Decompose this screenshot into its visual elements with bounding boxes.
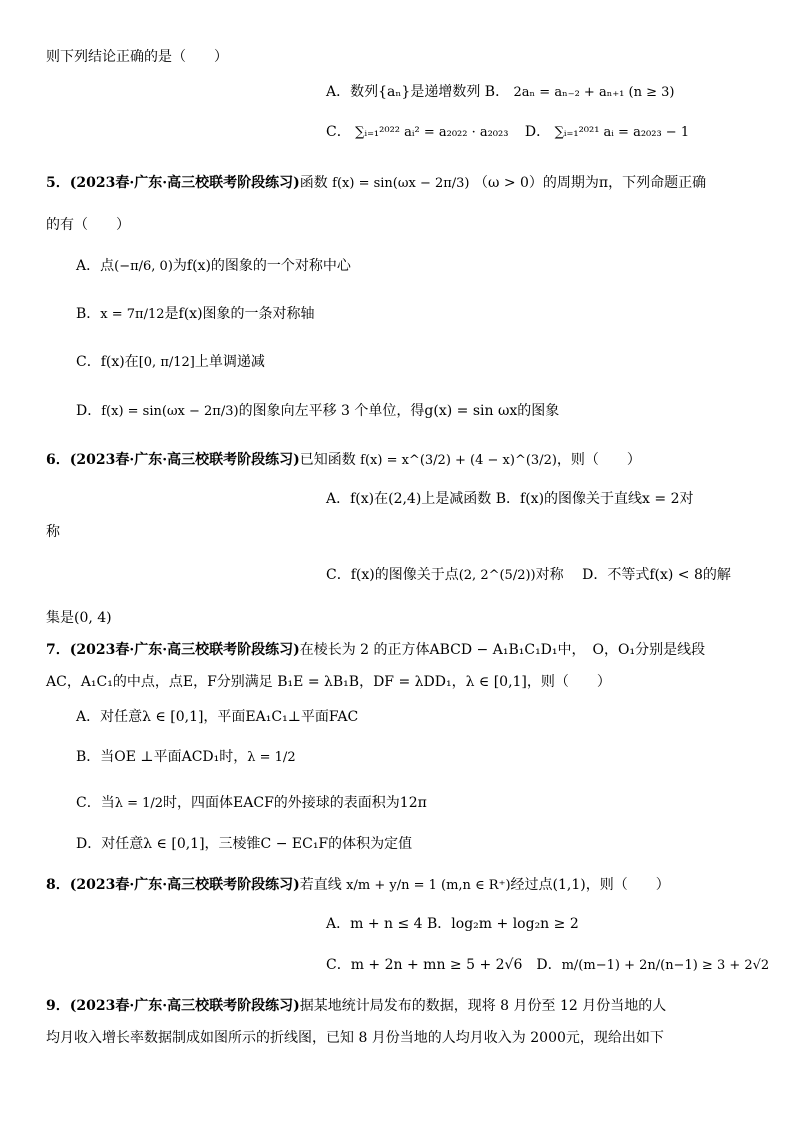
q5-option-d: D．f(x) = sin(ωx − 2π/3)的图象向左平移 3 个单位，得g(x) = sin ωx的图象 [76, 403, 560, 419]
q5-option-a: A．点(−π/6, 0)为f(x)的图象的一个对称中心 [76, 258, 351, 274]
q6-option-cd-cont: 集是(0, 4) [46, 610, 112, 626]
q5-stem-cont: 的有（ ） [46, 217, 130, 233]
q4-option-cd: C． ∑ᵢ₌₁²⁰²² aᵢ² = a₂₀₂₂ · a₂₀₂₃ D． ∑ᵢ₌₁²⁰²¹ aᵢ = a₂₀₂₃ − 1 [326, 124, 690, 140]
q6-option-ab: A．f(x)在(2,4)上是减函数 B．f(x)的图像关于直线x = 2对 [326, 491, 694, 507]
q6-stem: 6．(2023春·广东·高三校联考阶段练习)已知函数 f(x) = x^(3/2) + (4 − x)^(3/2)，则（ ） [46, 452, 641, 468]
q5-stem: 5．(2023春·广东·高三校联考阶段练习)函数 f(x) = sin(ωx − 2π/3) （ω > 0）的周期为π，下列命题正确 [46, 175, 707, 191]
q7-option-a: A．对任意λ ∈ [0,1]，平面EA₁C₁⊥平面FAC [76, 709, 359, 725]
q5-option-b: B．x = 7π/12是f(x)图象的一条对称轴 [76, 306, 315, 322]
q9-stem: 9．(2023春·广东·高三校联考阶段练习)据某地统计局发布的数据，现将 8 月份至 12 月份当地的人 [46, 998, 667, 1014]
q6-option-ab-cont: 称 [46, 524, 60, 540]
q4-option-ab: A．数列{aₙ}是递增数列 B． 2aₙ = aₙ₋₂ + aₙ₊₁ (n ≥ 3) [326, 84, 675, 100]
q8-option-cd: C．m + 2n + mn ≥ 5 + 2√6 D．m/(m−1) + 2n/(n−1) ≥ 3 + 2√2 [326, 957, 770, 973]
q7-stem: 7．(2023春·广东·高三校联考阶段练习)在棱长为 2 的正方体ABCD − A₁B₁C₁D₁中， O，O₁分别是线段 [46, 642, 706, 658]
q5-option-c: C．f(x)在[0, π/12]上单调递减 [76, 354, 265, 370]
q6-option-cd: C．f(x)的图像关于点(2, 2^(5/2))对称 D．不等式f(x) < 8的解 [326, 567, 731, 583]
q9-stem-cont: 均月收入增长率数据制成如图所示的折线图，已知 8 月份当地的人均月收入为 2000元，现给出如下 [46, 1030, 664, 1046]
q7-option-b: B．当OE ⊥平面ACD₁时，λ = 1/2 [76, 749, 296, 765]
q7-stem-cont: AC，A₁C₁的中点，点E，F分别满足 B₁E = λB₁B，DF = λDD₁，λ ∈ [0,1]，则（ ） [46, 674, 611, 690]
q7-option-c: C．当λ = 1/2时，四面体EACF的外接球的表面积为12π [76, 795, 427, 811]
q8-stem: 8．(2023春·广东·高三校联考阶段练习)若直线 x/m + y/n = 1 (m,n ∈ R⁺)经过点(1,1)，则（ ） [46, 877, 670, 893]
intro-line: 则下列结论正确的是（ ） [46, 49, 228, 65]
q8-option-ab: A．m + n ≤ 4 B．log₂m + log₂n ≥ 2 [326, 916, 579, 932]
q7-option-d: D．对任意λ ∈ [0,1]，三棱锥C − EC₁F的体积为定值 [76, 836, 413, 852]
